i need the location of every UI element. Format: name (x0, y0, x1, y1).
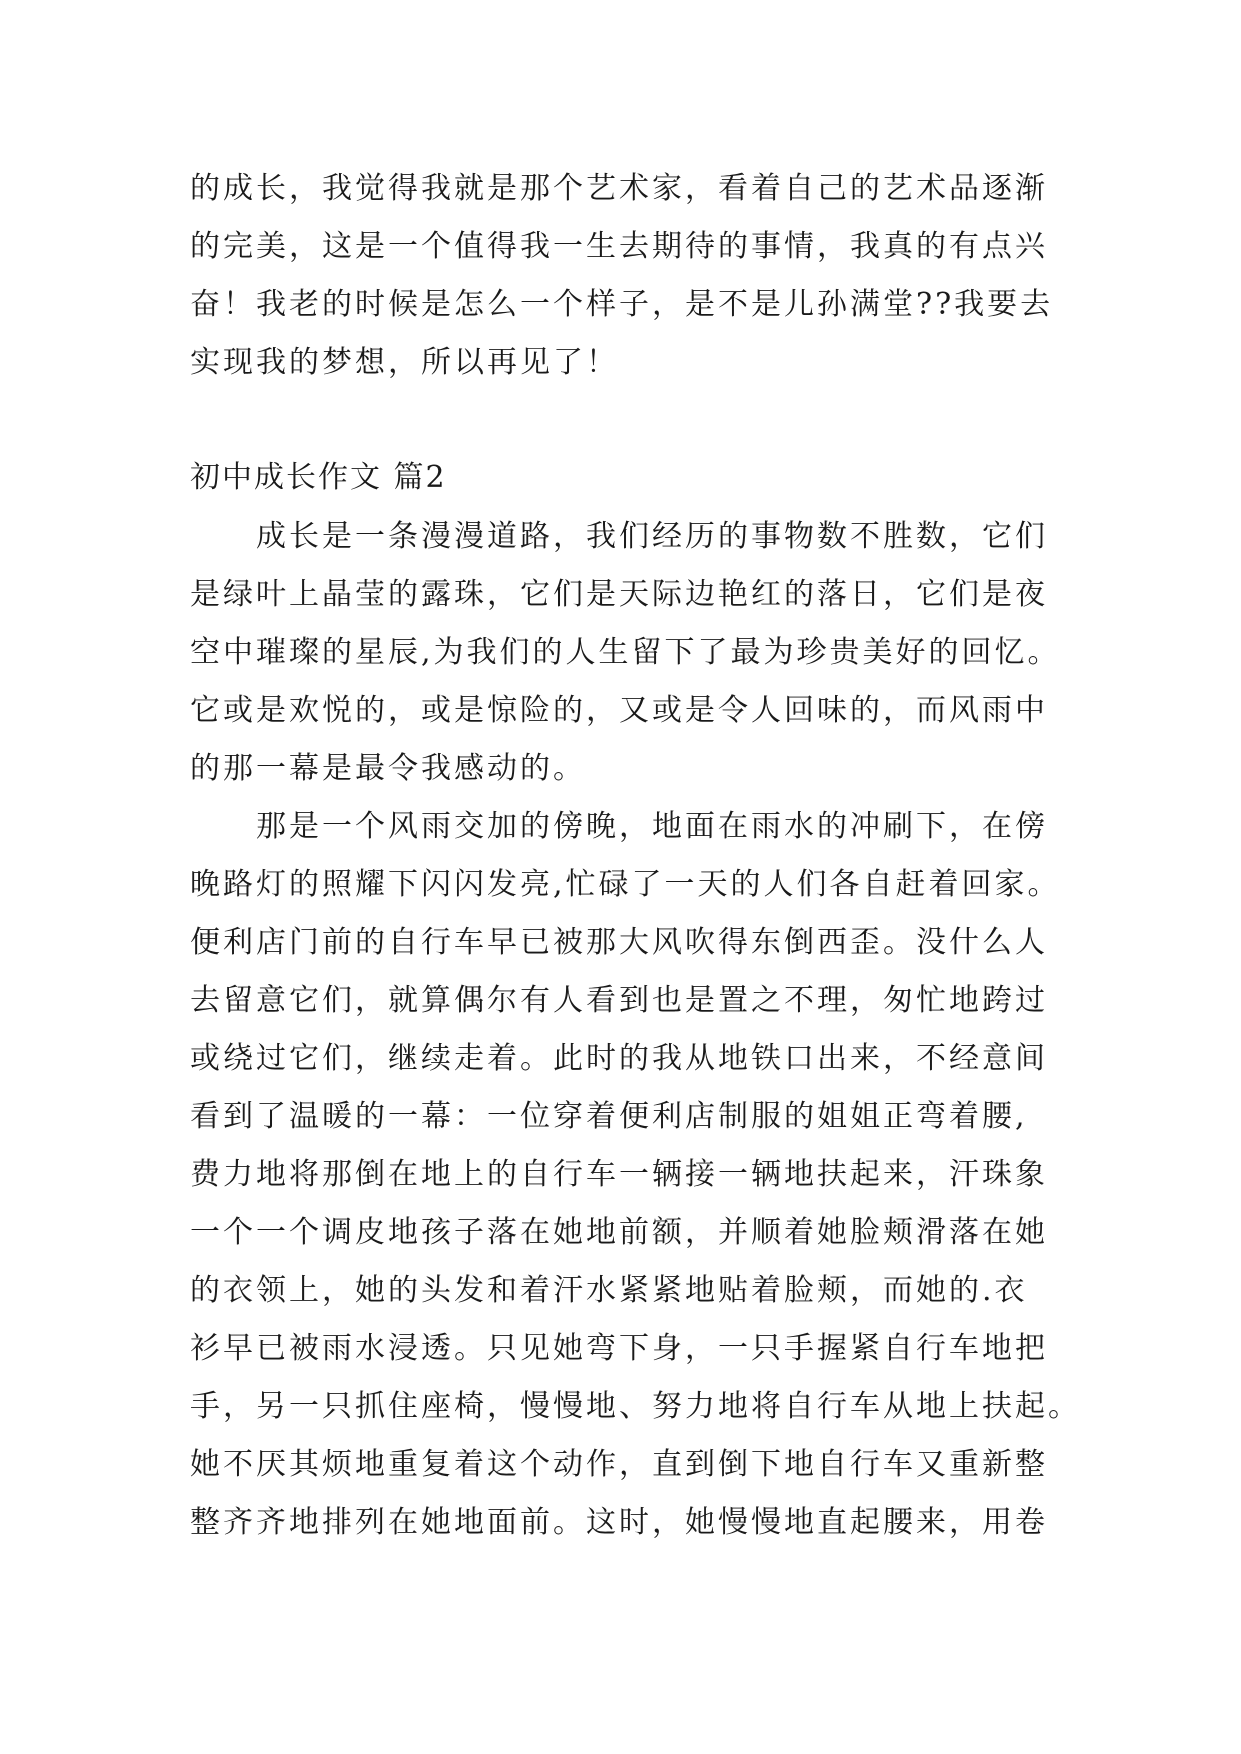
text-line: 晚路灯的照耀下闪闪发亮,忙碌了一天的人们各自赶着回家。 (190, 867, 1061, 902)
text-line: 的衣领上，她的头发和着汗水紧紧地贴着脸颊，而她的.衣 (190, 1273, 1028, 1308)
text-line: 或绕过它们，继续走着。此时的我从地铁口出来，不经意间 (190, 1041, 1048, 1076)
text-line: 实现我的梦想，所以再见了！ (190, 345, 619, 380)
text-line: 的完美，这是一个值得我一生去期待的事情，我真的有点兴 (190, 229, 1048, 264)
text-line: 她不厌其烦地重复着这个动作，直到倒下地自行车又重新整 (190, 1447, 1048, 1482)
text-line: 一个一个调皮地孩子落在她地前额，并顺着她脸颊滑落在她 (190, 1215, 1048, 1250)
text-line: 的那一幕是最令我感动的。 (190, 751, 586, 786)
text-line: 空中璀璨的星辰,为我们的人生留下了最为珍贵美好的回忆。 (190, 635, 1061, 670)
section-title: 初中成长作文 篇2 (190, 460, 447, 495)
text-line: 看到了温暖的一幕：一位穿着便利店制服的姐姐正弯着腰, (190, 1099, 1028, 1134)
text-line: 它或是欢悦的，或是惊险的，又或是令人回味的，而风雨中 (190, 693, 1048, 728)
text-line: 便利店门前的自行车早已被那大风吹得东倒西歪。没什么人 (190, 925, 1048, 960)
text-line: 那是一个风雨交加的傍晚，地面在雨水的冲刷下，在傍 (190, 809, 1048, 844)
text-line: 成长是一条漫漫道路，我们经历的事物数不胜数，它们 (190, 519, 1048, 554)
text-line: 奋！我老的时候是怎么一个样子，是不是儿孙满堂??我要去 (190, 287, 1054, 322)
text-line: 手，另一只抓住座椅，慢慢地、努力地将自行车从地上扶起。 (190, 1389, 1081, 1424)
text-line: 是绿叶上晶莹的露珠，它们是天际边艳红的落日，它们是夜 (190, 577, 1048, 612)
text-line: 整齐齐地排列在她地面前。这时，她慢慢地直起腰来，用卷 (190, 1505, 1048, 1540)
essay-body (190, 508, 1081, 1552)
text-line: 费力地将那倒在地上的自行车一辆接一辆地扶起来，汗珠象 (190, 1157, 1048, 1192)
previous-essay-ending (190, 160, 1052, 392)
text-line: 衫早已被雨水浸透。只见她弯下身，一只手握紧自行车地把 (190, 1331, 1048, 1366)
text-line: 的成长，我觉得我就是那个艺术家，看着自己的艺术品逐渐 (190, 171, 1048, 206)
text-line: 去留意它们，就算偶尔有人看到也是置之不理，匆忙地跨过 (190, 983, 1048, 1018)
